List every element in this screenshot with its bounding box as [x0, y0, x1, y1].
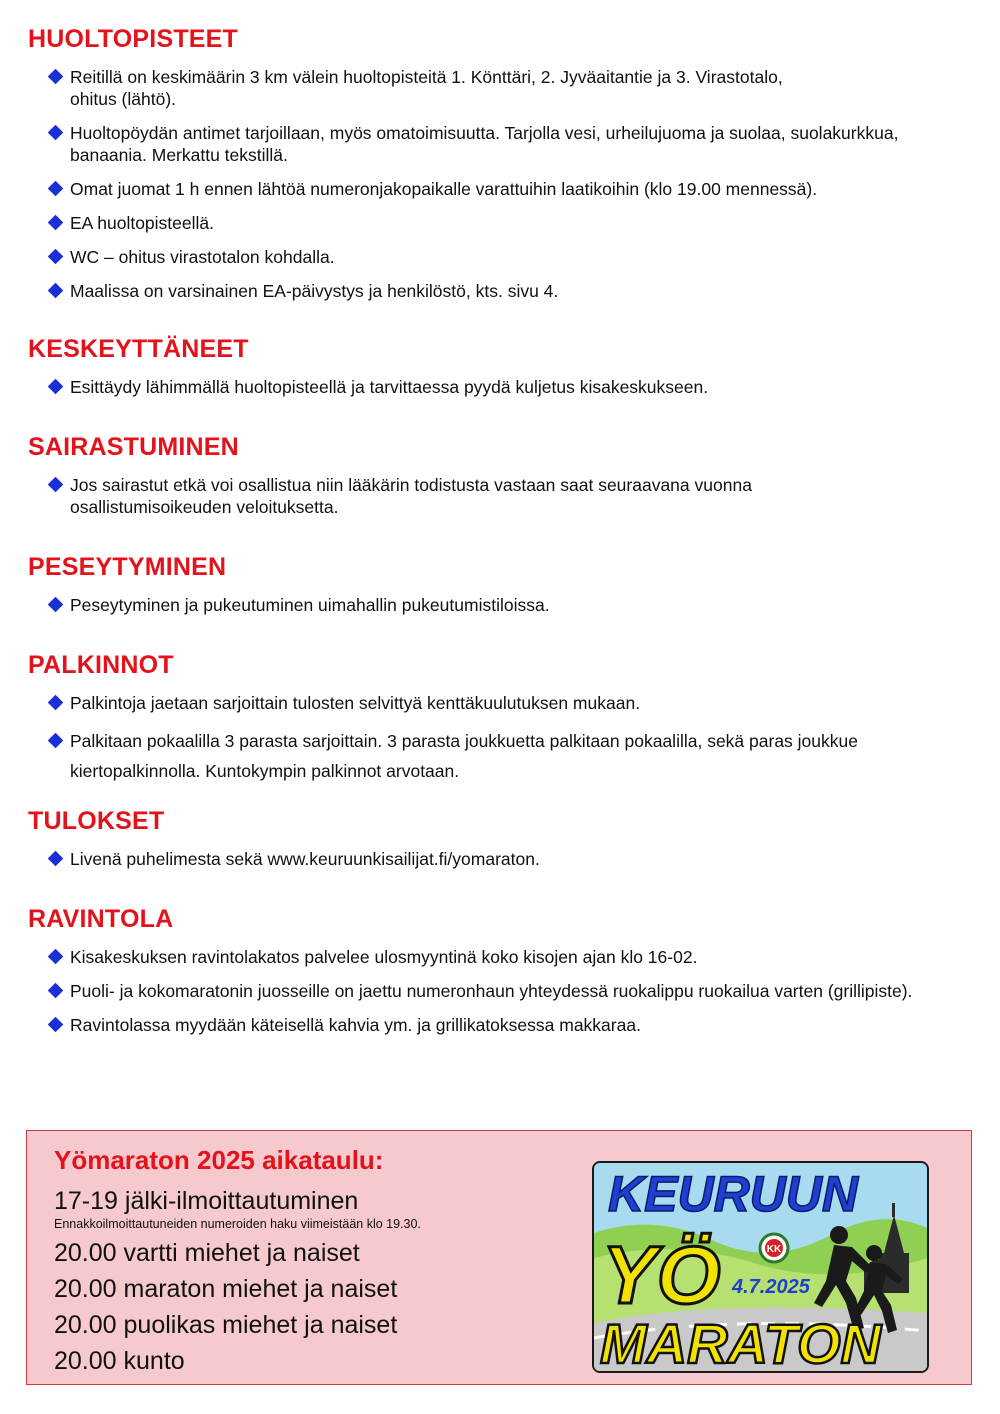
section-peseytyminen: [28, 552, 988, 628]
diamond-bullet-icon: [48, 949, 64, 965]
section-keskeyttaneet: [28, 334, 988, 410]
item-list: [28, 692, 988, 786]
item-list: [28, 594, 988, 616]
schedule-line: 20.00 kunto: [54, 1347, 185, 1375]
section-heading: PESEYTYMINEN: [28, 553, 227, 581]
list-item: [28, 122, 988, 166]
event-logo: [592, 1161, 929, 1373]
list-item: [28, 946, 988, 968]
section-ravintola: [28, 904, 988, 1048]
section-huoltopisteet: [28, 24, 988, 314]
schedule-line: 20.00 maraton miehet ja naiset: [54, 1275, 398, 1303]
item-text: Omat juomat 1 h ennen lähtöä numeronjakopaikalle varattuihin laatikoihin (klo 19.00 mennessä).: [70, 179, 818, 199]
schedule-line: 20.00 puolikas miehet ja naiset: [54, 1311, 398, 1339]
item-text: WC – ohitus virastotalon kohdalla.: [70, 247, 335, 267]
item-text: Peseytyminen ja pukeutuminen uimahallin pukeutumistiloissa.: [70, 595, 550, 615]
list-item: [28, 280, 988, 302]
section-sairastuminen: [28, 432, 988, 530]
item-list: [28, 66, 988, 302]
list-item: [28, 980, 988, 1002]
section-heading: PALKINNOT: [28, 651, 174, 679]
item-text: Huoltopöydän antimet tarjoillaan, myös omatoimisuutta. Tarjolla vesi, urheilujuoma ja suolaa, suolakurkkua, banaania. Merkattu tekstillä.: [70, 123, 899, 165]
item-text: Maalissa on varsinainen EA-päivystys ja henkilöstö, kts. sivu 4.: [70, 281, 559, 301]
schedule-line: 20.00 vartti miehet ja naiset: [54, 1239, 360, 1267]
club-emblem-icon: [760, 1234, 788, 1262]
section-tulokset: [28, 806, 988, 882]
list-item: [28, 376, 988, 398]
list-item: [28, 594, 988, 616]
diamond-bullet-icon: [48, 477, 64, 493]
list-item: [28, 474, 988, 518]
diamond-bullet-icon: [48, 283, 64, 299]
section-heading: RAVINTOLA: [28, 905, 174, 933]
diamond-bullet-icon: [48, 597, 64, 613]
schedule-line: 17-19 jälki-ilmoittautuminen: [54, 1187, 359, 1215]
item-text: Livenä puhelimesta sekä www.keuruunkisailijat.fi/yomaraton.: [70, 849, 540, 869]
list-item: [28, 212, 988, 234]
item-text: Palkitaan pokaalilla 3 parasta sarjoittain. 3 parasta joukkuetta palkitaan pokaalilla, sekä paras joukkue kiertopalkinnolla. Kuntokympin palkinnot arvotaan.: [70, 731, 858, 781]
diamond-bullet-icon: [48, 215, 64, 231]
diamond-bullet-icon: [48, 1017, 64, 1033]
logo-word-maraton: MARATON: [600, 1312, 882, 1371]
diamond-bullet-icon: [48, 69, 64, 85]
schedule-note: Ennakkoilmoittautuneiden numeroiden haku viimeistään klo 19.30.: [54, 1217, 421, 1231]
schedule-box: [26, 1130, 972, 1385]
list-item: [28, 692, 988, 714]
item-text: Jos sairastut etkä voi osallistua niin lääkärin todistusta vastaan saat seuraavana vuonna osallistumisoikeuden veloituksetta.: [70, 475, 752, 517]
item-text: Ravintolassa myydään käteisellä kahvia ym. ja grillikatoksessa makkaraa.: [70, 1015, 641, 1035]
section-heading: TULOKSET: [28, 807, 165, 835]
list-item: [28, 726, 988, 786]
item-list: [28, 474, 988, 518]
diamond-bullet-icon: [48, 851, 64, 867]
schedule-title: Yömaraton 2025 aikataulu:: [54, 1145, 384, 1175]
section-heading: SAIRASTUMINEN: [28, 433, 239, 461]
item-list: [28, 946, 988, 1036]
diamond-bullet-icon: [48, 733, 64, 749]
diamond-bullet-icon: [48, 983, 64, 999]
item-text: Puoli- ja kokomaratonin juosseille on jaettu numeronhaun yhteydessä ruokalippu ruokailua varten (grillipiste).: [70, 981, 913, 1001]
section-heading: KESKEYTTÄNEET: [28, 335, 249, 363]
diamond-bullet-icon: [48, 379, 64, 395]
section-heading: HUOLTOPISTEET: [28, 25, 239, 53]
logo-word-yo: YÖ: [602, 1230, 721, 1321]
item-text: EA huoltopisteellä.: [70, 213, 214, 233]
logo-word-keuruun: KEURUUN: [608, 1166, 858, 1222]
item-text: Reitillä on keskimäärin 3 km välein huoltopisteitä 1. Könttäri, 2. Jyväaitantie ja 3. Virastotalo, ohitus (lähtö).: [70, 67, 783, 109]
item-text: Kisakeskuksen ravintolakatos palvelee ulosmyyntinä koko kisojen ajan klo 16-02.: [70, 947, 698, 967]
diamond-bullet-icon: [48, 125, 64, 141]
logo-artwork: [594, 1163, 927, 1371]
item-text: Esittäydy lähimmällä huoltopisteellä ja tarvittaessa pyydä kuljetus kisakeskukseen.: [70, 377, 709, 397]
diamond-bullet-icon: [48, 249, 64, 265]
item-list: [28, 848, 988, 870]
diamond-bullet-icon: [48, 181, 64, 197]
emblem-text: KK: [766, 1244, 782, 1255]
list-item: [28, 178, 988, 200]
item-text: Palkintoja jaetaan sarjoittain tulosten selvittyä kenttäkuulutuksen mukaan.: [70, 693, 641, 713]
diamond-bullet-icon: [48, 695, 64, 711]
list-item: [28, 246, 988, 268]
section-palkinnot: [28, 650, 988, 798]
list-item: [28, 848, 988, 870]
list-item: [28, 66, 988, 110]
item-list: [28, 376, 988, 398]
logo-date: 4.7.2025: [732, 1276, 810, 1298]
list-item: [28, 1014, 988, 1036]
